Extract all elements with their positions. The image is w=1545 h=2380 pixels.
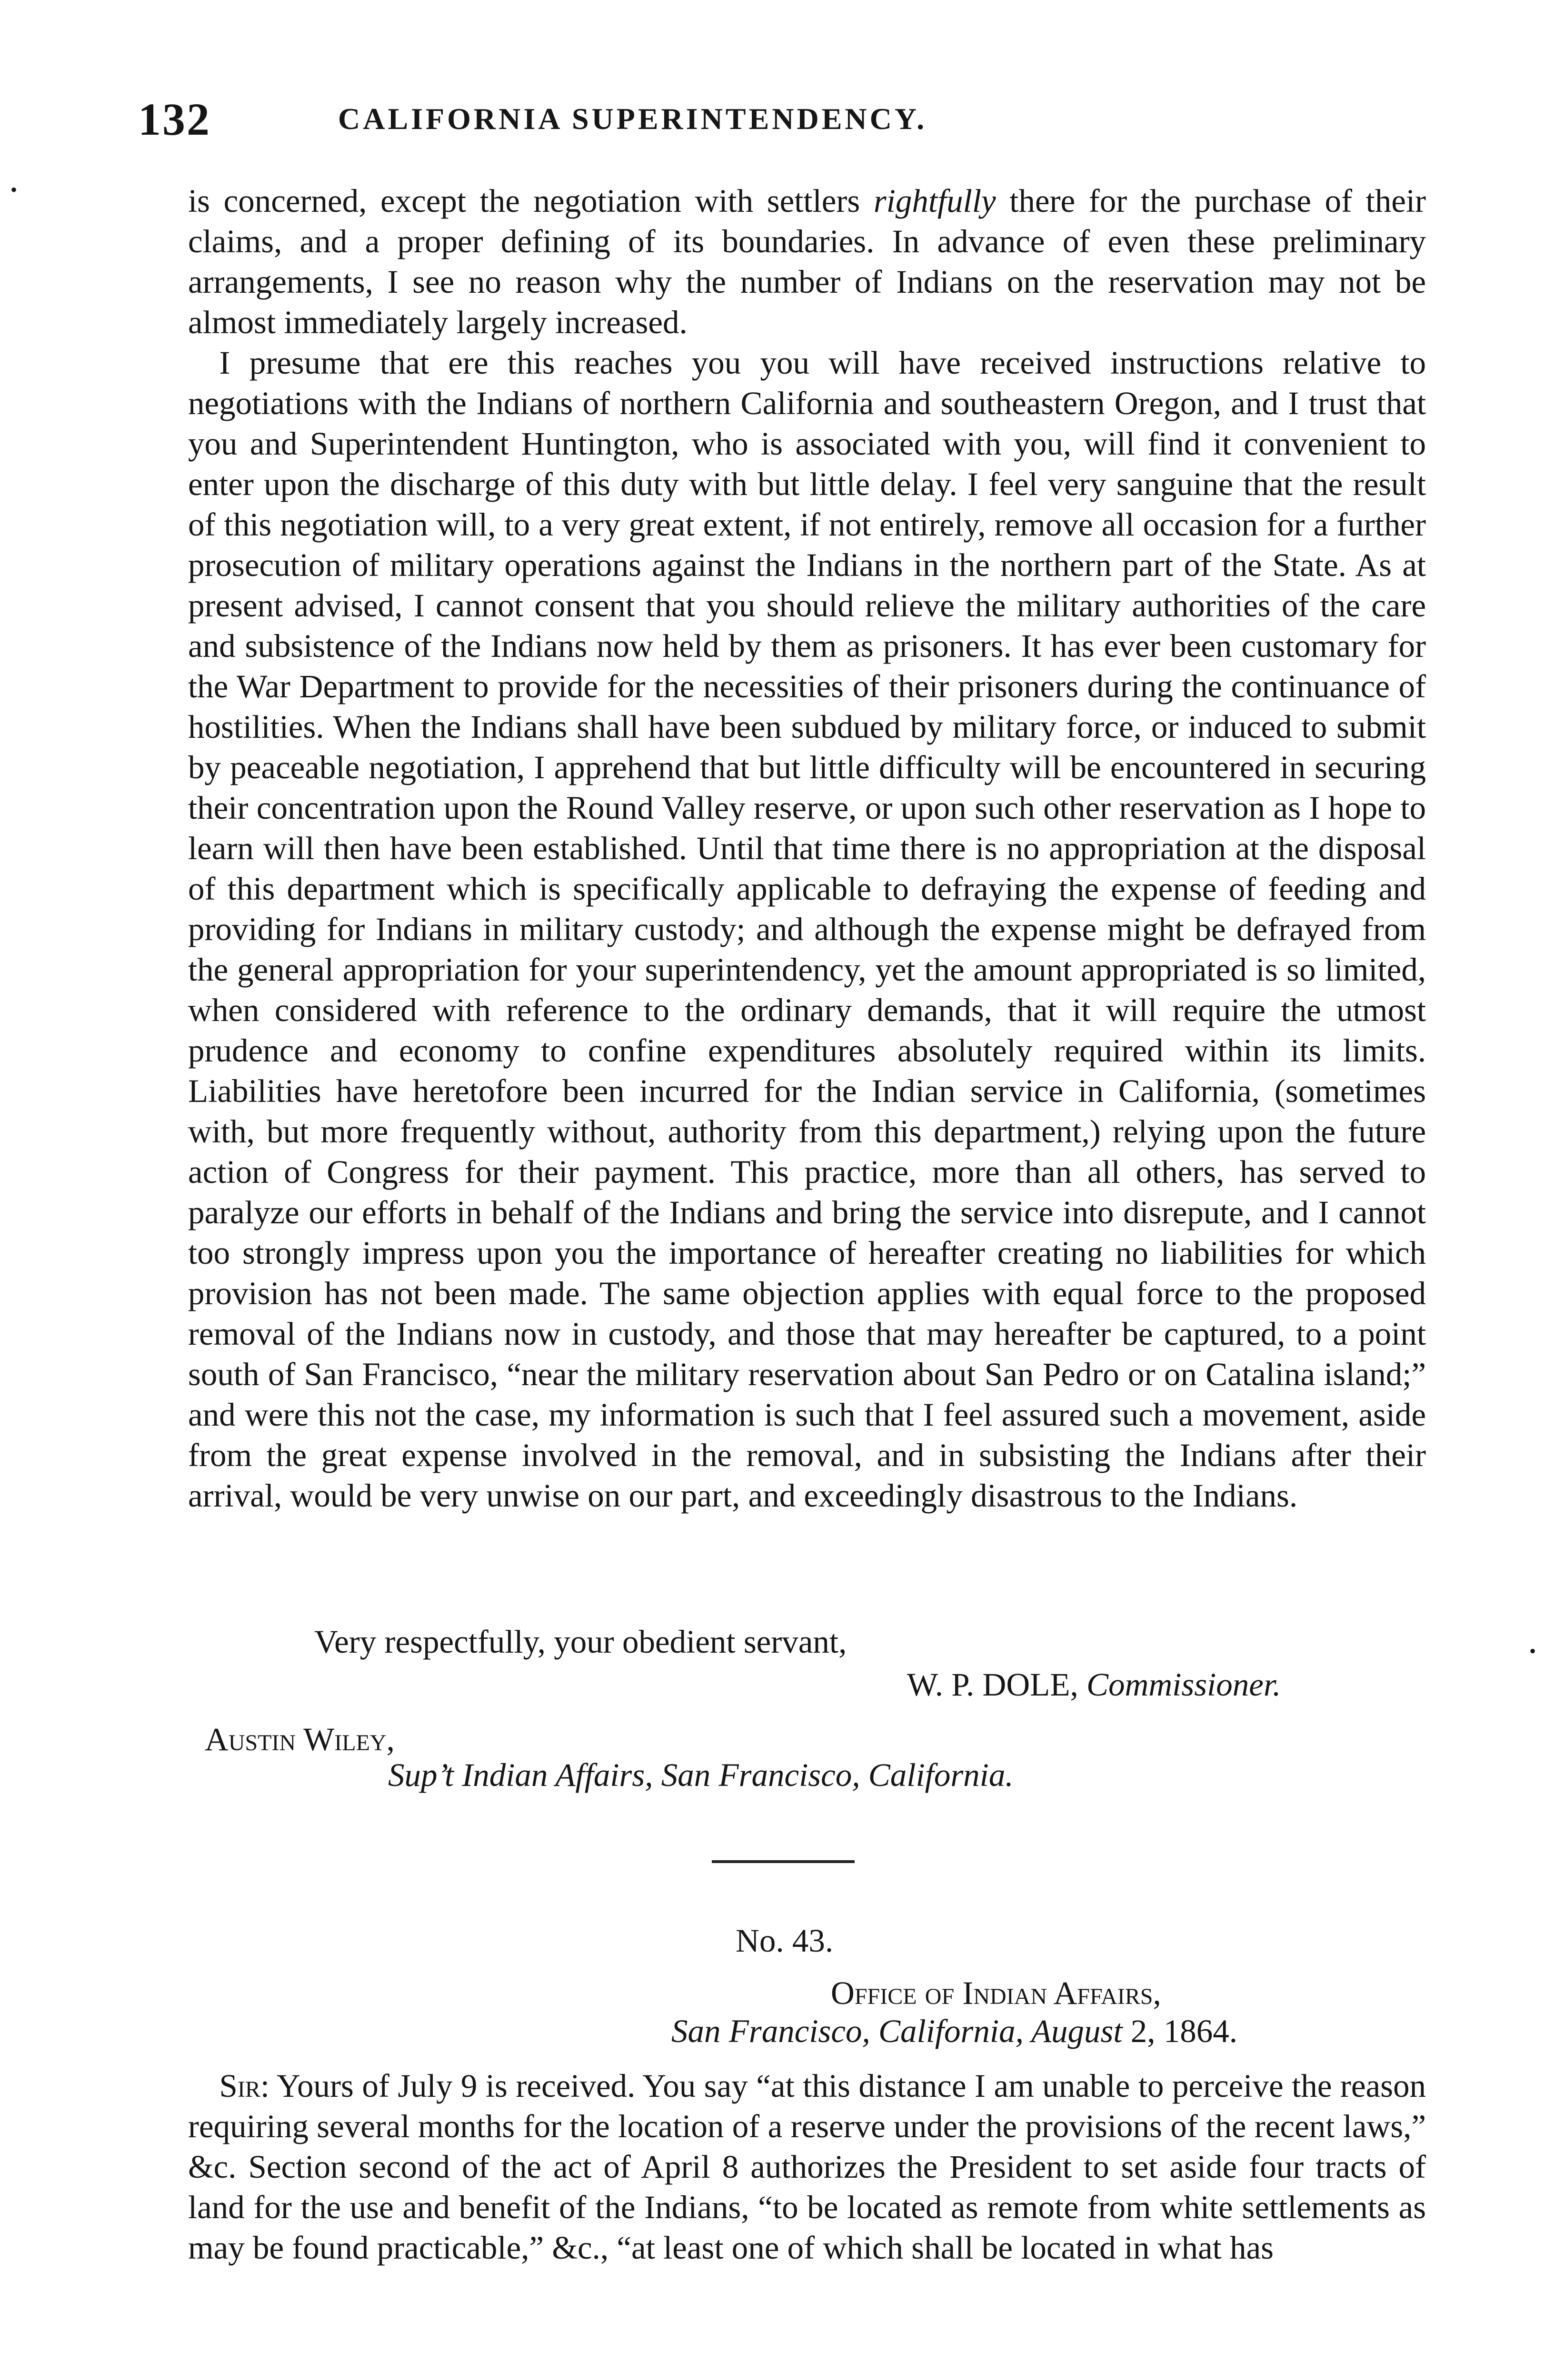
addressee-title: Sup’t Indian Affairs, San Francisco, California.	[388, 1757, 1014, 1793]
office-heading: Office of Indian Affairs,	[831, 1975, 1161, 2011]
addressee-name: Austin Wiley,	[205, 1721, 395, 1757]
margin-mark-right: •	[1529, 1640, 1536, 1662]
paragraph: I presume that ere this reaches you you will have received instructions relative to negotiations with the Indians of northern California and southeastern Oregon, and I trust that you and Superintendent Huntington, who is associated with you, will find it convenient to enter upon the discharge of this duty with but little delay. I feel very sanguine that the result of this negotiation will, to a very great extent, if not entirely, remove all occasion for a further prosecution of military operations against the Indians in the northern part of the State. As at present advised, I cannot consent that you should relieve the military authorities of the care and subsistence of the Indians now held by them as prisoners. It has ever been customary for the War Department to provide for the necessities of their prisoners during the continuance of hostilities. When the Indians shall have been subdued by military force, or induced to submit by peaceable negotiation, I apprehend that but little difficulty will be encountered in securing their concentration upon the Round Valley reserve, or upon such other reservation as I hope to learn will then have been established. Until that time there is no appropriation at the disposal of this department which is specifically applicable to defraying the expense of feeding and providing for Indians in military custody; and although the expense might be defrayed from the general appropriation for your superintendency, yet the amount appropriated is so limited, when considered with reference to the ordinary demands, that it will require the utmost prudence and economy to confine expenditures absolutely required within its limits. Liabilities have heretofore been incurred for the Indian service in California, (sometimes with, but more frequently without, authority from this department,) relying upon the future action of Congress for their payment. This practice, more than all others, has served to paralyze our efforts in behalf of the Indians and bring the service into disrepute, and I cannot too strongly impress upon you the importance of hereafter creating no liabilities for which provision has not been made. The same objection applies with equal force to the proposed removal of the Indians now in custody, and those that may hereafter be captured, to a point south of San Francisco, “near the military reservation about San Pedro or on Catalina island;” and were this not the case, my information is such that I feel assured such a movement, aside from the great expense involved in the removal, and in subsisting the Indians after their arrival, would be very unwise on our part, and exceedingly disastrous to the Indians.	[188, 345, 1426, 1514]
complimentary-close: Very respectfully, your obedient servant,	[314, 1624, 847, 1660]
signature: W. P. DOLE, Commissioner.	[907, 1666, 1281, 1703]
salutation: Sir	[219, 2068, 260, 2104]
letter-body-2	[188, 2066, 1426, 2268]
letter-body	[188, 181, 1426, 1516]
section-divider	[712, 1860, 855, 1863]
running-head: CALIFORNIA SUPERINTENDENCY.	[338, 102, 927, 136]
signature-title: Commissioner.	[1086, 1666, 1281, 1703]
page-header	[138, 93, 1414, 145]
margin-mark-left: •	[10, 179, 18, 200]
paragraph: is concerned, except the negotiation with settlers rightfully there for the purchase of their claims, and a proper defining of its boundaries. In advance of even these preliminary arrangements, I see no reason why the number of Indians on the reservation may not be almost immediately largely increased.	[188, 183, 1426, 340]
page-number: 132	[138, 94, 211, 145]
emphasis: rightfully	[873, 183, 996, 219]
document-number: No. 43.	[736, 1923, 834, 1959]
place-and-date: San Francisco, California, August 2, 1864.	[671, 2013, 1238, 2049]
paragraph: Sir: Yours of July 9 is received. You say “at this distance I am unable to perceive the reason requiring several months for the location of a reserve under the provisions of the recent laws,” &c. Section second of the act of April 8 authorizes the President to set aside four tracts of land for the use and benefit of the Indians, “to be located as remote from white settlements as may be found practicable,” &c., “at least one of which shall be located in what has	[188, 2068, 1426, 2266]
